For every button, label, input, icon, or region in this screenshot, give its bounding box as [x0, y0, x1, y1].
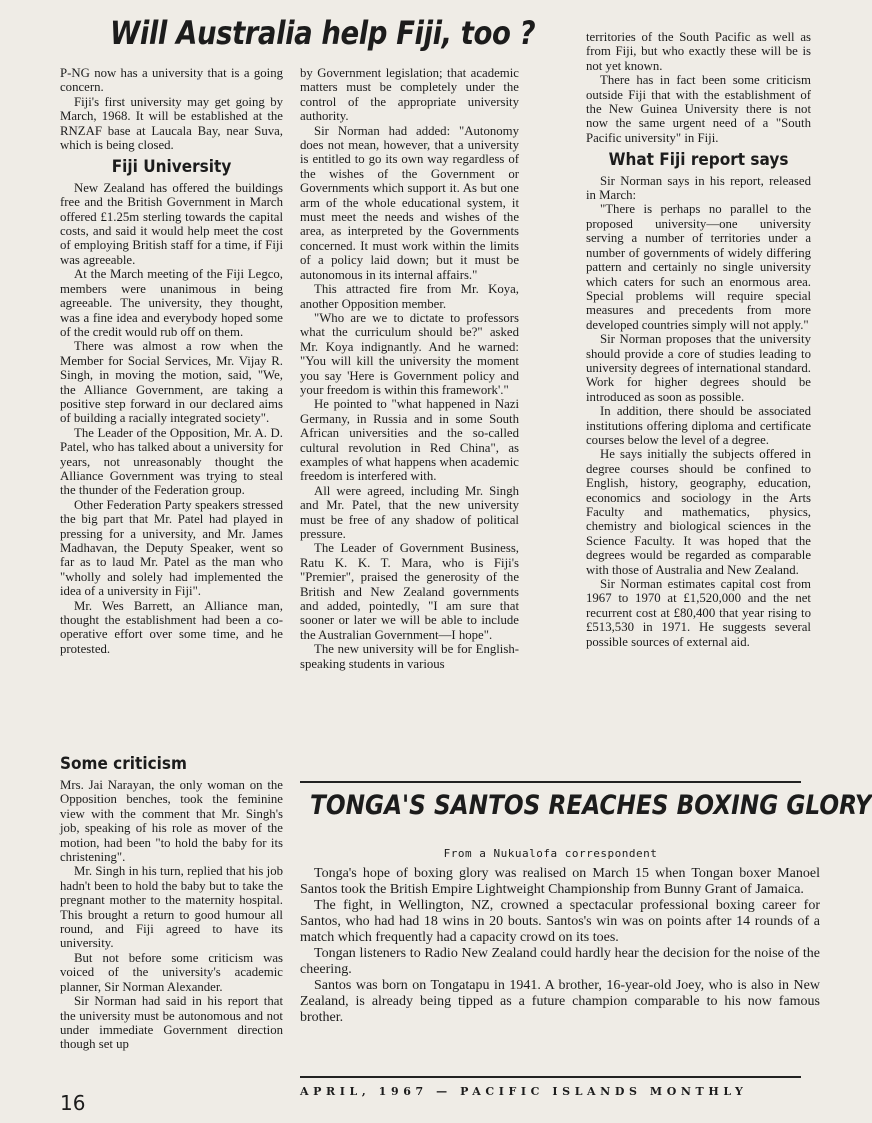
article-column-2	[300, 66, 519, 671]
paragraph: He pointed to "what happened in Nazi Germany, in Russia and in some South African universities and the so-called cultural revolution in Red China", as examples of what happens when academic freedom is interfered with.	[300, 397, 519, 484]
article-headline: Will Australia help Fiji, too ?	[110, 14, 536, 52]
paragraph: Sir Norman had added: "Autonomy does not mean, however, that a university is entitled to go its own way regardless of the wishes of the Government or Governments which support it. As but one arm of the whole educational system, it must meet the needs and wishes of the area, as interpreted by the Governments concerned. It must work within the limits of a policy laid down; but it must be autonomous in its internal affairs."	[300, 123, 519, 282]
paragraph: Mr. Singh in his turn, replied that his job hadn't been to hold the baby but to take the pregnant mother to the maternity hospital. This brought a return to good humour all round, and Fiji agreed to have its university.	[60, 864, 283, 951]
section-heading-some-criticism: Some criticism	[60, 754, 187, 774]
divider	[300, 781, 801, 783]
article-column-3	[586, 30, 811, 649]
paragraph: Santos was born on Tongatapu in 1941. A brother, 16-year-old Joey, who is also in New Zealand, is already being tipped as a future champion comparable to his now famous brother.	[300, 978, 820, 1025]
paragraph: The new university will be for English-speaking students in various	[300, 642, 519, 671]
paragraph: There was almost a row when the Member for Social Services, Mr. Vijay R. Singh, in moving the motion, said, "We, the Alliance Government, are taking a positive step forward in our declared aims of building a racially integrated society".	[60, 339, 283, 426]
paragraph: Tonga's hope of boxing glory was realised on March 15 when Tongan boxer Manoel Santos took the British Empire Lightweight Championship from Bunny Grant of Jamaica.	[300, 866, 820, 897]
paragraph: Mrs. Jai Narayan, the only woman on the Opposition benches, took the feminine view with the comment that Mr. Singh's job, speaking of his role as mover of the motion, had been "to hold the baby for its christening".	[60, 778, 283, 865]
paragraph: Sir Norman estimates capital cost from 1967 to 1970 at £1,520,000 and the net recurrent cost at £80,400 that year rising to £513,530 in 1971. He suggests several possible sources of external aid.	[586, 577, 811, 649]
paragraph: All were agreed, including Mr. Singh and Mr. Patel, that the new university must be free of any shadow of political pressure.	[300, 483, 519, 541]
paragraph: Fiji's first university may get going by March, 1968. It will be established at the RNZAF base at Laucala Bay, near Suva, which is being closed.	[60, 94, 283, 153]
paragraph: In addition, there should be associated institutions offering diploma and certificate courses below the level of a degree.	[586, 404, 811, 447]
section-heading-fiji-university: Fiji University	[111, 157, 232, 178]
paragraph: The Leader of Government Business, Ratu K. K. T. Mara, who is Fiji's "Premier", praised the generosity of the British and New Zealand governments and added, pointedly, "I am sure that sooner or later we will be able to include the Australian Government—I hope".	[300, 541, 519, 642]
page-number: 16	[60, 1091, 86, 1115]
byline: From a Nukualofa correspondent	[443, 847, 658, 860]
paragraph: But not before some criticism was voiced of the university's academic planner, Sir Norman Alexander.	[60, 950, 283, 994]
paragraph: Other Federation Party speakers stressed the big part that Mr. Patel had played in pressing for a university, and Mr. James Madhavan, the Deputy Speaker, went so far as to laud Mr. Patel as the man who "wholly and solely had implemented the idea of a university in Fiji".	[60, 497, 283, 599]
page-footer: APRIL, 1967 — PACIFIC ISLANDS MONTHLY	[300, 1085, 748, 1098]
paragraph: New Zealand has offered the buildings free and the British Government in March offered £1.25m sterling towards the capital costs, and said it would help meet the cost of employing British staff for a time, if Fiji was agreeable.	[60, 180, 283, 267]
paragraph: At the March meeting of the Fiji Legco, members were unanimous in being agreeable. The university, they thought, was a fine idea and everybody hoped some of the credit would rub off on them.	[60, 267, 283, 339]
paragraph: Sir Norman says in his report, released in March:	[586, 173, 811, 203]
paragraph: territories of the South Pacific as well as from Fiji, but who exactly these will be is not yet known.	[586, 30, 811, 73]
article-column-1-lower	[60, 778, 283, 1052]
paragraph: Mr. Wes Barrett, an Alliance man, thought the establishment had been a co-operative effort over some time, and he protested.	[60, 598, 283, 656]
paragraph: This attracted fire from Mr. Koya, another Opposition member.	[300, 282, 519, 311]
paragraph: "There is perhaps no parallel to the proposed university—one university serving a number of territories under a number of governments of widely differing pattern and certainly no single university which caters for such an enormous area. Special problems will require special measures and precedents from more developed countries simply will not apply."	[586, 202, 811, 332]
divider	[300, 1076, 801, 1078]
article-column-1	[60, 66, 283, 656]
tonga-article-headline: TONGA'S SANTOS REACHES BOXING GLORY	[310, 790, 872, 821]
paragraph: Sir Norman had said in his report that the university must be autonomous and not under immediate Government direction though set up	[60, 994, 283, 1052]
paragraph: by Government legislation; that academic matters must be completely under the control of the appropriate university authority.	[300, 66, 519, 124]
tonga-article-body	[300, 866, 820, 1026]
paragraph: Sir Norman proposes that the university should provide a core of studies leading to university degrees of international standard. Work for higher degrees should be introduced as soon as possible.	[586, 332, 811, 404]
paragraph: "Who are we to dictate to professors what the curriculum should be?" asked Mr. Koya indignantly. And he warned: "You will kill the university the moment you say 'Here is Government policy and your freedom is within this framework'."	[300, 310, 519, 397]
paragraph: P-NG now has a university that is a going concern.	[60, 66, 283, 95]
paragraph: There has in fact been some criticism outside Fiji that with the establishment of the New Guinea University there is not now the same urgent need of a "South Pacific university" in Fiji.	[586, 73, 811, 145]
paragraph: Tongan listeners to Radio New Zealand could hardly hear the decision for the noise of the cheering.	[300, 946, 820, 977]
section-heading-what-fiji-report-says: What Fiji report says	[608, 150, 789, 171]
paragraph: The Leader of the Opposition, Mr. A. D. Patel, who has talked about a university for years, not unreasonably thought the Alliance Government was trying to steal the thunder of the Federation group.	[60, 425, 283, 498]
paragraph: The fight, in Wellington, NZ, crowned a spectacular professional boxing career for Santos, who had had 18 wins in 20 bouts. Santos's win was on points after 14 rounds of a match which frequently had a capacity crowd on its toes.	[300, 898, 820, 945]
paragraph: He says initially the subjects offered in degree courses should be confined to English, history, geography, education, economics and sociology in the Arts Faculty and mathematics, physics, chemistry and biological sciences in the Science Faculty. It was hoped that the degrees would be regarded as comparable with those of Australia and New Zealand.	[586, 447, 811, 577]
